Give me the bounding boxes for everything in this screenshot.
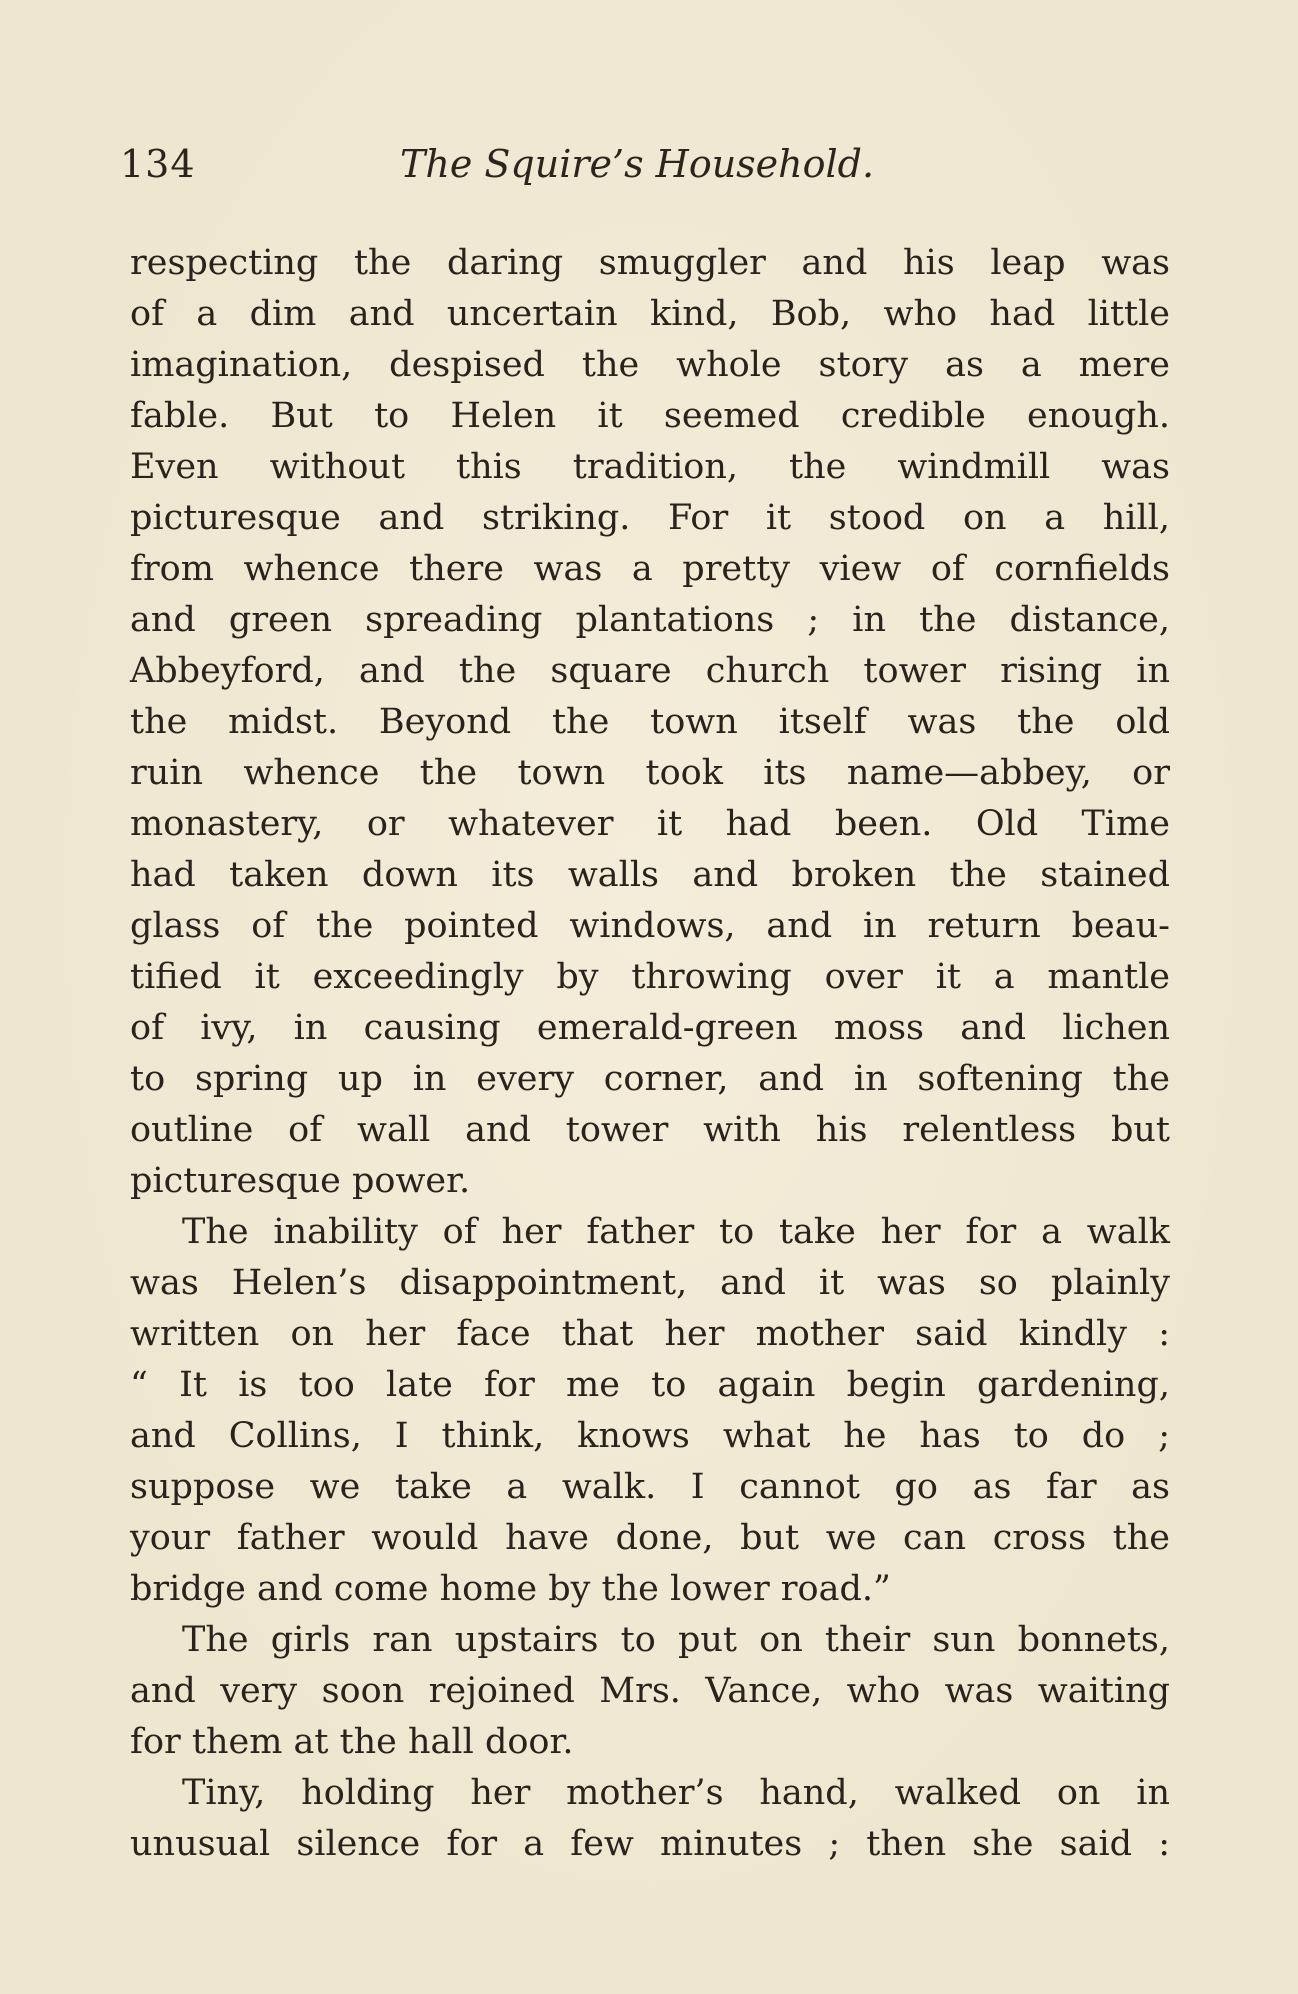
page-number: 134 [120, 142, 196, 186]
text-line: picturesque power. [130, 1161, 471, 1201]
page-header [0, 142, 1298, 202]
body-text [130, 238, 1170, 1870]
paragraph-start-line: The girls ran upstairs to put on their sun bonnets, [182, 1620, 1170, 1660]
text-line: ruin whence the town took its name—abbey, or [130, 753, 1170, 793]
text-line: respecting the daring smuggler and his leap was [130, 243, 1170, 283]
text-line: and Collins, I think, knows what he has to do ; [130, 1416, 1170, 1456]
text-line: Even without this tradition, the windmill was [130, 447, 1170, 487]
text-line: written on her face that her mother said kindly : [130, 1314, 1170, 1354]
text-line: fable. But to Helen it seemed credible enough. [130, 396, 1170, 436]
text-line: picturesque and striking. For it stood on a hill, [130, 498, 1170, 538]
text-line: imagination, despised the whole story as a mere [130, 345, 1170, 385]
text-line: glass of the pointed windows, and in return beau- [130, 906, 1170, 946]
text-line: “ It is too late for me to again begin gardening, [130, 1365, 1170, 1405]
text-line: monastery, or whatever it had been. Old Time [130, 804, 1170, 844]
text-line: Abbeyford, and the square church tower rising in [130, 651, 1170, 691]
paragraph-start-line: The inability of her father to take her for a walk [182, 1212, 1170, 1252]
text-line: had taken down its walls and broken the stained [130, 855, 1170, 895]
text-line: and very soon rejoined Mrs. Vance, who was waiting [130, 1671, 1170, 1711]
text-line: to spring up in every corner, and in softening the [130, 1059, 1170, 1099]
text-line: of ivy, in causing emerald-green moss and lichen [130, 1008, 1170, 1048]
text-line: and green spreading plantations ; in the distance, [130, 600, 1170, 640]
text-line: outline of wall and tower with his relentless but [130, 1110, 1170, 1150]
text-line: for them at the hall door. [130, 1722, 574, 1762]
text-line: tified it exceedingly by throwing over it a mantle [130, 957, 1170, 997]
text-line: your father would have done, but we can cross the [130, 1518, 1170, 1558]
text-line: suppose we take a walk. I cannot go as far as [130, 1467, 1170, 1507]
text-line: unusual silence for a few minutes ; then she said : [130, 1824, 1170, 1864]
text-line: bridge and come home by the lower road.” [130, 1569, 891, 1609]
text-line: of a dim and uncertain kind, Bob, who had little [130, 294, 1170, 334]
running-title: The Squire’s Household. [400, 142, 875, 186]
paragraph-start-line: Tiny, holding her mother’s hand, walked on in [182, 1773, 1170, 1813]
text-line: was Helen’s disappointment, and it was so plainly [130, 1263, 1170, 1303]
text-line: the midst. Beyond the town itself was the old [130, 702, 1170, 742]
text-line: from whence there was a pretty view of cornfields [130, 549, 1170, 589]
